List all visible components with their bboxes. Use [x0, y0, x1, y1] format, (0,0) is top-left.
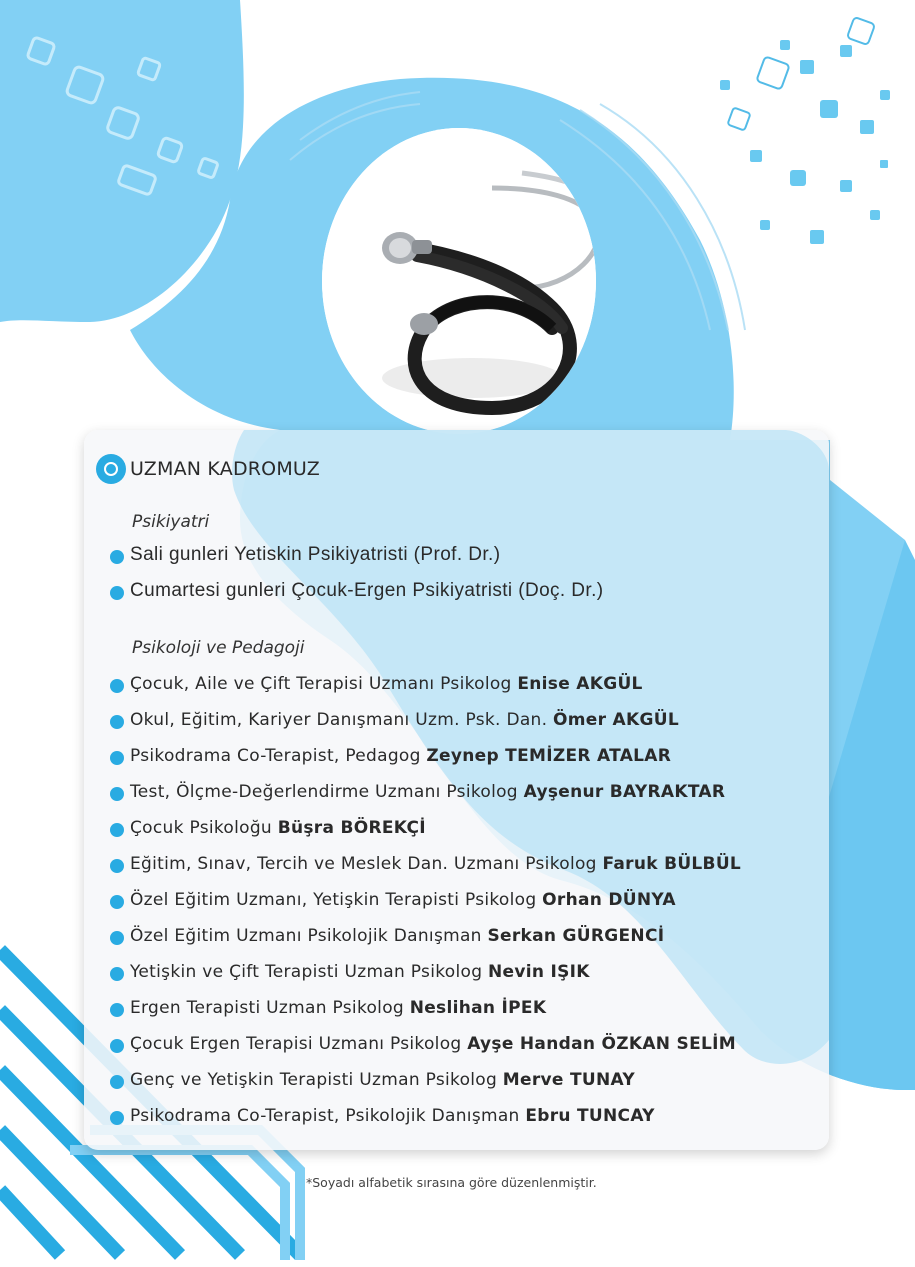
item-text: Genç ve Yetişkin Terapisti Uzman Psikolog [130, 1070, 503, 1090]
panel-heading: UZMAN KADROMUZ [130, 458, 320, 480]
bullet-icon [110, 823, 124, 837]
item-text: Psikodrama Co-Terapist, Psikolojik Danışman [130, 1106, 526, 1126]
item-text: Çocuk Psikoloğu [130, 818, 278, 838]
item-text: Özel Eğitim Uzmanı, Yetişkin Terapisti Psikolog [130, 890, 543, 910]
specialist-name: Nevin IŞIK [488, 962, 590, 982]
specialist-name: Zeynep TEMİZER ATALAR [426, 746, 672, 766]
stethoscope-photo [322, 128, 596, 434]
item-text: Çocuk Ergen Terapisi Uzmanı Psikolog [130, 1034, 468, 1054]
bullet-icon [110, 895, 124, 909]
item-text: Cumartesi gunleri Çocuk-Ergen Psikiyatristi (Doç. Dr.) [130, 580, 604, 601]
bullet-icon [110, 859, 124, 873]
bullet-icon [110, 787, 124, 801]
item-text: Sali gunleri Yetiskin Psikiyatristi (Prof. Dr.) [130, 544, 501, 565]
bullet-icon [110, 1039, 124, 1053]
item-text: Ergen Terapisti Uzman Psikolog [130, 998, 410, 1018]
bullet-icon [110, 967, 124, 981]
specialist-name: Ayşenur BAYRAKTAR [523, 782, 726, 802]
stethoscope-icon [322, 128, 596, 434]
bullet-icon [110, 931, 124, 945]
decorative-squares-right [720, 40, 890, 244]
specialist-panel [84, 430, 829, 1150]
bullet-icon [110, 550, 124, 564]
item-text: Çocuk, Aile ve Çift Terapisi Uzmanı Psikolog [130, 674, 518, 694]
specialist-name: Ebru TUNCAY [525, 1106, 655, 1126]
section-title-psikiyatri: Psikiyatri [132, 512, 210, 532]
bullet-icon [110, 679, 124, 693]
section-title-psikoloji: Psikoloji ve Pedagoji [132, 638, 305, 658]
specialist-name: Büşra BÖREKÇİ [277, 818, 426, 838]
item-text: Test, Ölçme-Değerlendirme Uzmanı Psikolog [130, 782, 524, 802]
bullet-icon [110, 751, 124, 765]
bullet-icon [110, 1075, 124, 1089]
item-text: Psikodrama Co-Terapist, Pedagog [130, 746, 427, 766]
bullet-icon [110, 715, 124, 729]
item-text: Eğitim, Sınav, Tercih ve Meslek Dan. Uzmanı Psikolog [130, 854, 603, 874]
specialist-name: Neslihan İPEK [409, 998, 547, 1018]
bullet-icon [110, 1111, 124, 1125]
specialist-name: Merve TUNAY [502, 1070, 635, 1090]
footnote: *Soyadı alfabetik sırasına göre düzenlenmiştir. [306, 1175, 597, 1190]
specialist-name: Enise AKGÜL [517, 674, 643, 694]
bullet-icon [110, 586, 124, 600]
item-text: Okul, Eğitim, Kariyer Danışmanı Uzm. Psk. Dan. [130, 710, 554, 730]
specialist-name: Serkan GÜRGENCİ [487, 926, 665, 946]
specialist-name: Faruk BÜLBÜL [602, 854, 742, 874]
specialist-name: Orhan DÜNYA [542, 890, 676, 910]
item-text: Yetişkin ve Çift Terapisti Uzman Psikolog [130, 962, 488, 982]
specialist-name: Ayşe Handan ÖZKAN SELİM [467, 1034, 736, 1054]
bullet-icon [110, 1003, 124, 1017]
specialist-name: Ömer AKGÜL [553, 710, 679, 730]
heading-marker-icon [96, 454, 126, 484]
item-text: Özel Eğitim Uzmanı Psikolojik Danışman [130, 926, 488, 946]
